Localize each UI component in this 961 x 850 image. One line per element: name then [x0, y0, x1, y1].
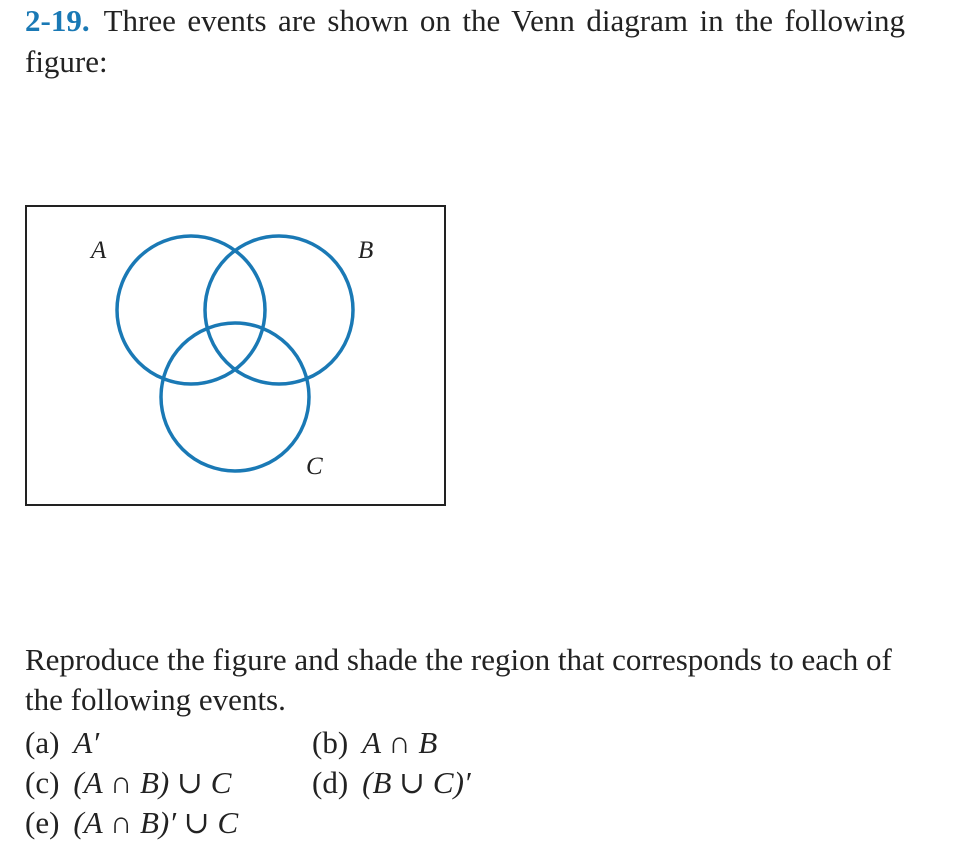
- part-d-expression: (B ∪ C)′: [362, 765, 471, 800]
- part-b: [312, 723, 437, 763]
- circle-b: [205, 236, 353, 384]
- instructions: Reproduce the figure and shade the region that corresponds to each of the following events.: [25, 642, 892, 717]
- part-a: [25, 723, 99, 763]
- circle-a: [117, 236, 265, 384]
- part-b-expression: A ∩ B: [362, 725, 438, 760]
- part-a-tag: (a): [25, 725, 60, 760]
- part-b-tag: (b): [312, 725, 349, 760]
- part-c-expression: (A ∩ B) ∪ C: [73, 765, 232, 800]
- part-c-tag: (c): [25, 765, 60, 800]
- label-b: B: [358, 237, 374, 264]
- part-e-expression: (A ∩ B)′ ∪ C: [73, 805, 239, 840]
- part-e: [25, 803, 238, 843]
- part-e-tag: (e): [25, 805, 60, 840]
- part-d-tag: (d): [312, 765, 349, 800]
- problem-statement: Three events are shown on the Venn diagram in the following figure:: [25, 3, 905, 79]
- problem-number: 2-19.: [25, 3, 90, 38]
- circle-c: [161, 323, 309, 471]
- problem-header: [25, 0, 905, 82]
- part-c: [25, 763, 231, 803]
- venn-diagram: [25, 205, 446, 506]
- label-c: C: [306, 453, 323, 480]
- label-a: A: [91, 237, 107, 264]
- part-a-expression: A′: [73, 725, 100, 760]
- part-d: [312, 763, 471, 803]
